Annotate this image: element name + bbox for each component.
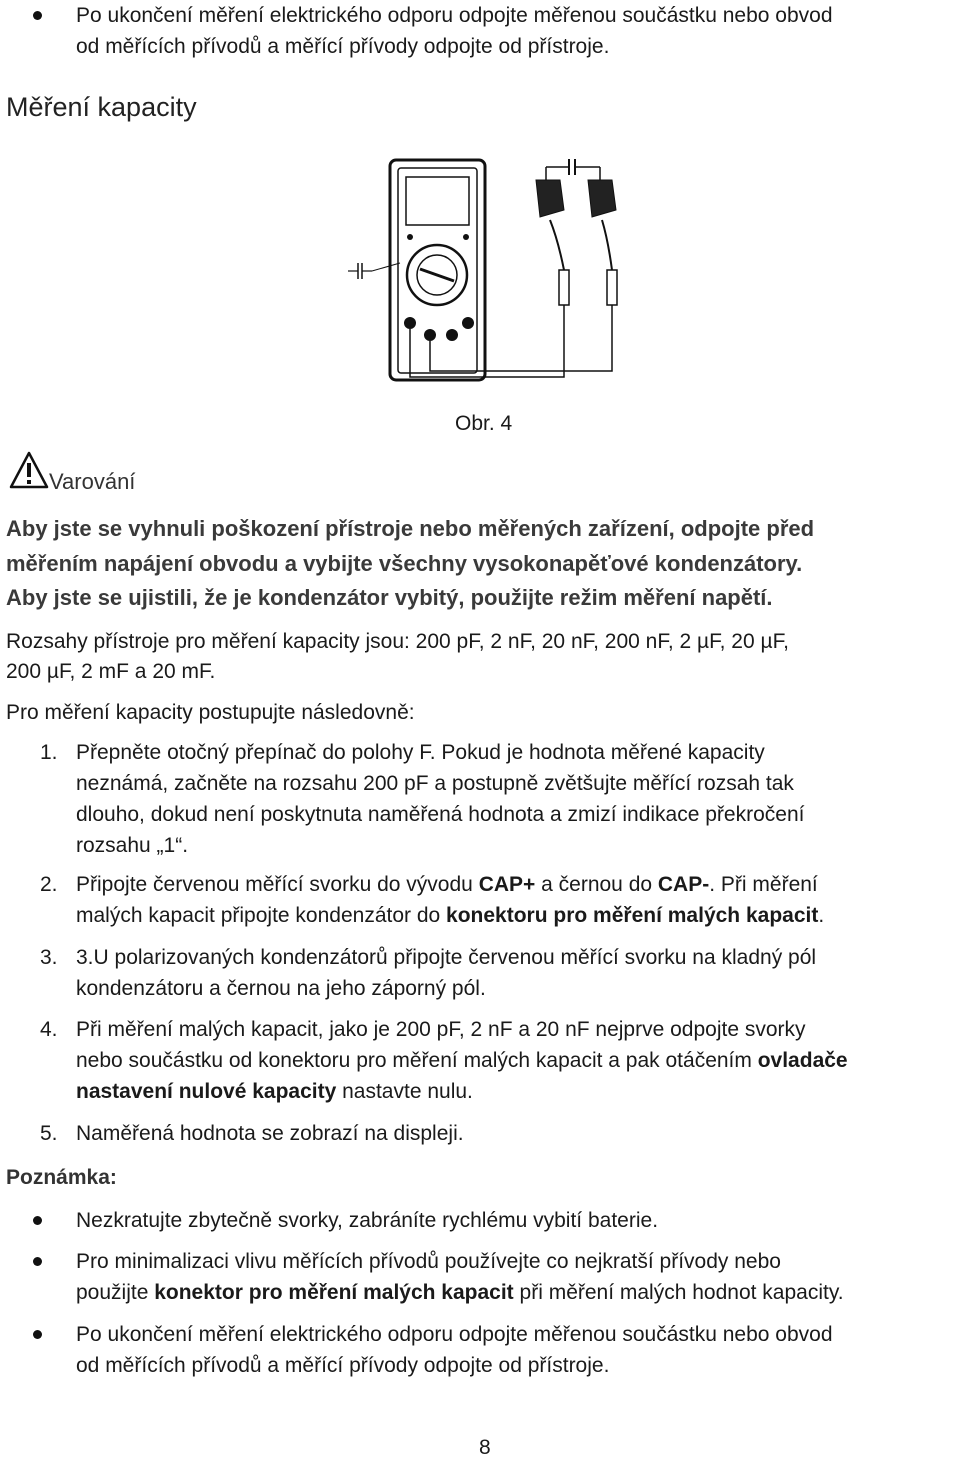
step-text-span: nastavte nulu. [336,1080,473,1103]
warning-line3: Aby jste se ujistili, že je kondenzátor vybitý, použijte režim měření napětí. [6,585,773,610]
control-label: ovladače [757,1049,848,1072]
step-line: dlouho, dokud není poskytnuta naměřená hodnota a zmizí indikace překročení [76,803,805,826]
multimeter-figure [340,145,640,390]
step-number: 4. [40,1018,58,1041]
step-line: neznámá, začněte na rozsahu 200 pF a postupně zvětšujte měřící rozsah tak [76,772,794,795]
intro-bullet-line2: od měřících přívodů a měřící přívody odpojte od přístroje. [76,35,610,58]
bullet-icon [33,1330,42,1339]
step-line: Naměřená hodnota se zobrazí na displeji. [76,1122,464,1145]
step-number: 5. [40,1122,58,1145]
step-text-span: nebo součástku od konektoru pro měření malých kapacit a pak otáčením [76,1049,758,1072]
step-line [76,1076,956,1107]
note-text [76,1205,956,1236]
note-line: Po ukončení měření elektrického odporu odpojte měřenou součástku nebo obvod [76,1323,833,1346]
bullet-icon [33,11,42,20]
ranges-line2: 200 µF, 2 mF a 20 mF. [6,660,216,683]
note-text-span: při měření malých hodnot kapacity. [513,1281,844,1304]
note-line: Pro minimalizaci vlivu měřících přívodů používejte co nejkratší přívody nebo [76,1250,781,1273]
note-line: od měřících přívodů a měřící přívody odpojte od přístroje. [76,1354,610,1377]
connector-label: konektor pro měření malých kapacit [154,1281,514,1304]
step-line: kondenzátoru a černou na jeho záporný pól. [76,977,486,1000]
step-line [76,869,956,900]
step-line: Při měření malých kapacit, jako je 200 pF, 2 nF a 20 nF nejprve odpojte svorky [76,1018,806,1041]
step-text-span: . Při měření [709,873,818,896]
step-line: 3.U polarizovaných kondenzátorů připojte červenou měřící svorku na kladný pól [76,946,817,969]
connector-label: konektoru pro měření malých kapacit [446,904,819,927]
step-number: 3. [40,946,58,969]
step-line: rozsahu „1“. [76,834,189,857]
bullet-icon [33,1216,42,1225]
bullet-icon [33,1257,42,1266]
note-text [76,1319,956,1381]
step-line [76,1045,956,1076]
intro-bullet-line1: Po ukončení měření elektrického odporu odpojte měřenou součástku nebo obvod [76,4,833,27]
note-line [76,1277,956,1308]
warning-label: Varování [49,469,136,494]
page-number: 8 [479,1436,491,1459]
control-label: nastavení nulové kapacity [76,1080,337,1103]
note-line: Nezkratujte zbytečně svorky, zabráníte rychlému vybití baterie. [76,1209,659,1232]
note-title: Poznámka: [6,1166,117,1189]
note-text [76,1246,956,1308]
step-text-span: Připojte červenou měřící svorku do vývodu [76,873,479,896]
note-text-span: použijte [76,1281,155,1304]
step-line: Přepněte otočný přepínač do polohy F. Pokud je hodnota měřené kapacity [76,741,765,764]
cap-minus-label: CAP- [657,873,710,896]
warning-line1: Aby jste se vyhnuli poškození přístroje nebo měřených zařízení, odpojte před [6,516,815,541]
step-text [76,942,956,1004]
cap-plus-label: CAP+ [478,873,536,896]
procedure-intro: Pro měření kapacity postupujte následovně: [6,701,415,724]
step-text-span: a černou do [535,873,658,896]
section-title: Měření kapacity [6,92,197,122]
ranges-line1: Rozsahy přístroje pro měření kapacity jsou: 200 pF, 2 nF, 20 nF, 200 nF, 2 µF, 20 µF, [6,630,789,653]
step-text [76,1118,956,1149]
step-text-span: . [818,904,825,927]
figure-caption: Obr. 4 [455,412,513,435]
step-number: 1. [40,741,58,764]
step-number: 2. [40,873,58,896]
step-text [76,869,956,931]
step-line [76,900,956,931]
warning-triangle-icon [8,450,50,490]
step-text [76,737,956,861]
warning-line2: měřením napájení obvodu a vybijte všechny vysokonapěťové kondenzátory. [6,551,803,576]
step-text-span: malých kapacit připojte kondenzátor do [76,904,447,927]
step-text [76,1014,956,1107]
